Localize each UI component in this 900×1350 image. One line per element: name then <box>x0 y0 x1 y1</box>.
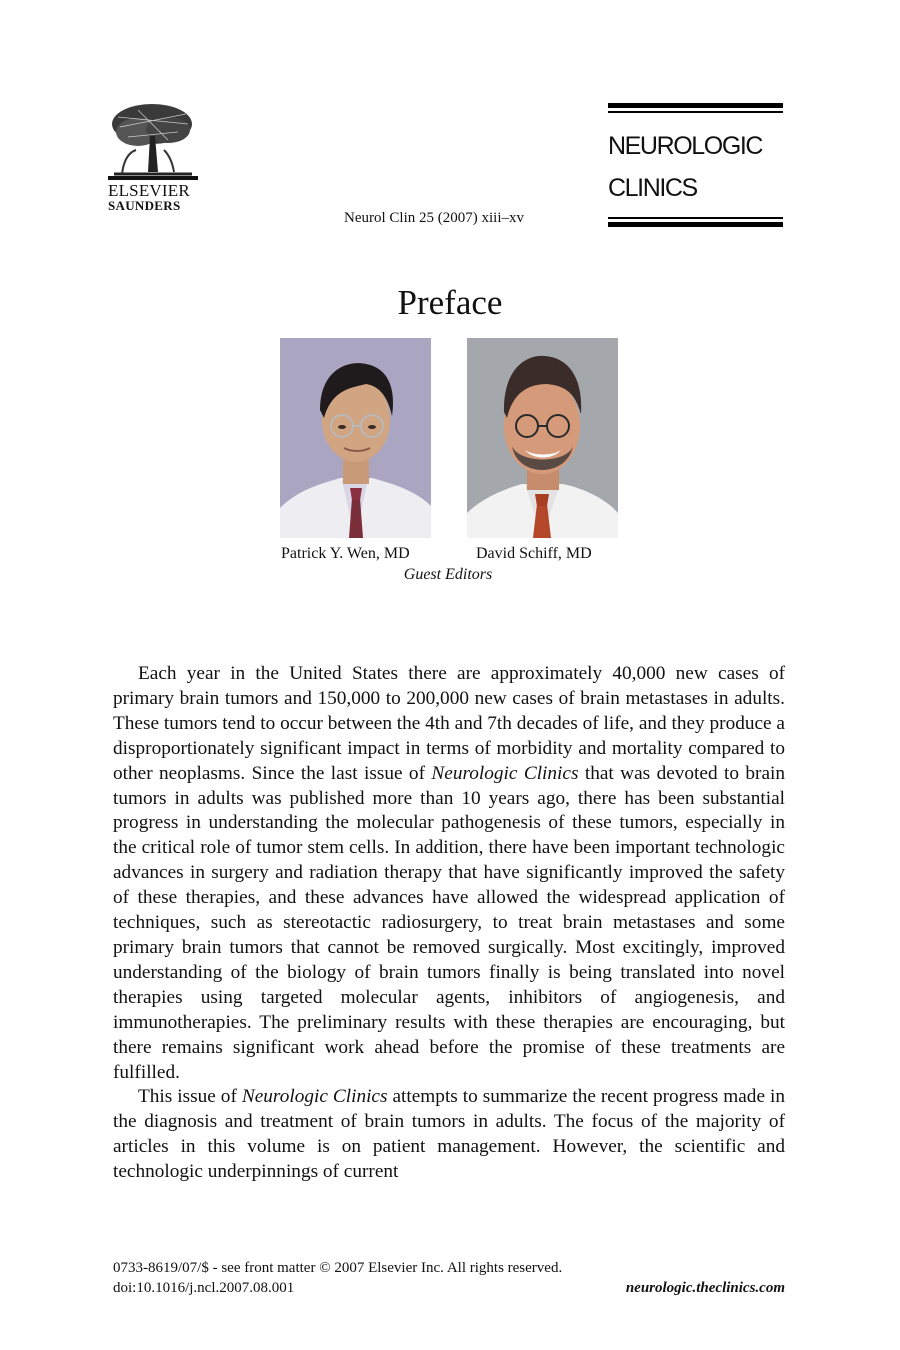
paragraph-2-text-a: This issue of <box>138 1086 242 1108</box>
journal-title-italic: Neurologic Clinics <box>241 1086 388 1108</box>
journal-name-line-2: CLINICS <box>608 174 697 202</box>
doi: doi:10.1016/j.ncl.2007.08.001 <box>113 1280 295 1296</box>
journal-citation: Neurol Clin 25 (2007) xiii–xv <box>344 210 524 226</box>
publisher-logo <box>108 102 208 213</box>
journal-name-line-1: NEUROLOGIC <box>608 132 763 160</box>
editor-name-wen: Patrick Y. Wen, MD <box>281 545 410 562</box>
journal-masthead <box>608 103 783 227</box>
editor-photo-wen <box>280 338 431 538</box>
masthead-bottom-rule <box>608 222 783 227</box>
publisher-imprint: SAUNDERS <box>108 198 181 213</box>
editor-name-schiff: David Schiff, MD <box>476 545 592 562</box>
paragraph-1 <box>113 662 785 1085</box>
paragraph-2-text-b: attempts to summarize the recent progress made in the diagnosis and treatment of brain tumors in adults. The focus of the majority of articles in this volume is on patient management. However, the scientific and technologic underpinnings of current <box>113 1086 785 1183</box>
paragraph-1-text-b: that was devoted to brain tumors in adults was published more than 10 years ago, there has been substantial progress in understanding the molecular pathogenesis of these tumors, especially in the critical role of tumor stem cells. In addition, there have been important technologic advances in surgery and radiation therapy that have significantly improved the safety of these therapies, and these advances have allowed the widespread application of techniques, such as stereotactic radiosurgery, to treat brain metastases and some primary brain tumors that cannot be removed surgically. Most excitingly, improved understanding of the biology of brain tumors finally is being translated into novel therapies using targeted molecular agents, inhibitors of angiogenesis, and immunotherapies. The preliminary results with these therapies are encouraging, but there remains significant work ahead before the promise of these treatments are fulfilled. <box>113 762 786 1083</box>
tree-emblem-icon <box>108 102 198 180</box>
page-title: Preface <box>397 283 503 322</box>
masthead-bottom-thin-rule <box>608 217 783 219</box>
masthead-top-rule <box>608 103 783 108</box>
journal-website-link[interactable]: neurologic.theclinics.com <box>625 1280 785 1296</box>
editor-photo-schiff <box>467 338 618 538</box>
journal-title-italic: Neurologic Clinics <box>431 762 579 784</box>
page-footer <box>113 1258 785 1298</box>
paragraph-2 <box>113 1085 785 1185</box>
article-body <box>113 662 785 1185</box>
paragraph-1-text-a: Each year in the United States there are approximately 40,000 new cases of primary brain tumors and 150,000 to 200,000 new cases of brain metastases in adults. These tumors tend to occur between the 4th and 7th decades of life, and they produce a disproportionately significant impact in terms of morbidity and mortality compared to other neoplasms. Since the last issue of <box>113 663 785 784</box>
editors-role: Guest Editors <box>403 566 493 583</box>
publisher-name: ELSEVIER <box>108 181 190 200</box>
copyright-line: 0733-8619/07/$ - see front matter © 2007 Elsevier Inc. All rights reserved. <box>113 1260 563 1276</box>
